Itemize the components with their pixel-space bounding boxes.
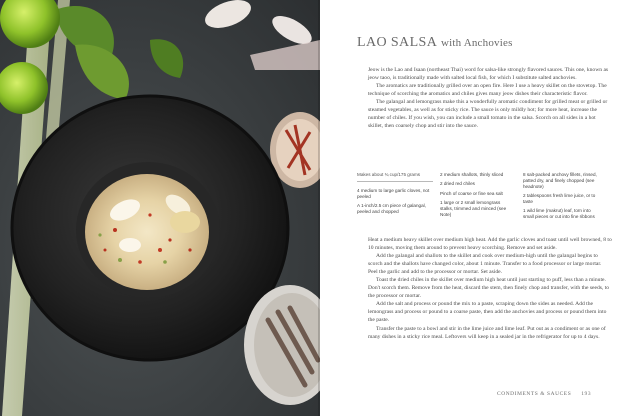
recipe-title-sub: with Anchovies <box>441 37 513 49</box>
page-footer <box>497 391 591 397</box>
ingredient-item: 1 wild lime (makrut) leaf, torn into small pieces or cut into fine ribbons <box>523 208 595 219</box>
method-step: Toast the dried chiles in the skillet over medium high heat until just starting to puff, less than a minute. Don't scorch them. Remove from the heat, discard the stem, then finely chop and transfer, with the seeds, to the processor or mortar. <box>368 277 610 300</box>
method-step: Transfer the paste to a bowl and stir in the lime juice and lime leaf. Put out as a condiment or as one of many dishes in a sticky rice meal. Leftovers will keep in a sealed jar in the refrigerator for up to 4 days. <box>368 325 606 340</box>
recipe-yield: Makes about ¾ cup/175 grams <box>357 172 433 182</box>
ingredients-column-1 <box>357 172 433 218</box>
recipe-method <box>368 236 612 341</box>
method-step: Add the salt and process or pound the mix to a paste, scraping down the sides as needed. Add the lemongrass and process or pound to a coarse paste, then add the anchovies and process or pound them into the paste. <box>368 301 607 324</box>
intro-paragraph: The galangal and lemongrass make this a wonderfully aromatic condiment for grilled meat or grilled or steamed vegetables, as well as for sticky rice. The sauce is only mildly hot; for more heat, increase the number of chiles. If you wish, you can include a small tomato in the salsa. Scorch on all sides in a hot skillet, then coarsely chop and stir into the sauce. <box>368 99 608 130</box>
ingredient-item: 2 medium shallots, thinly sliced <box>440 172 504 177</box>
page-number: 193 <box>581 391 592 397</box>
garlic-clove <box>201 0 254 33</box>
ingredient-item: 2 dried red chiles <box>440 181 475 187</box>
recipe-intro <box>368 66 612 130</box>
ingredient-item: 1 large or 2 small lemongrass stalks, trimmed and minced (see Note) <box>440 200 507 217</box>
method-step: Heat a medium heavy skillet over medium high heat. Add the garlic cloves and toast until well browned, 8 to 10 minutes, moving them around to prevent heavy scorching. Remove and set aside. <box>368 237 612 252</box>
section-name: CONDIMENTS & SAUCES <box>497 391 572 397</box>
lime-leaf <box>75 44 129 100</box>
intro-paragraph: The aromatics are traditionally grilled over an open fire. Here I use a heavy skillet on the stovetop. The technique of scorching the aromatics and chiles gives many jeow dishes their characteristic flavor. <box>368 83 607 98</box>
recipe-title-main: LAO SALSA <box>357 35 438 50</box>
ingredients-column-3 <box>523 172 599 223</box>
ingredient-item: 4 medium to large garlic cloves, not peeled <box>357 187 430 199</box>
ingredient-item: A 1-inch/2.5 cm piece of galangal, peeled and chopped <box>357 202 426 214</box>
lime <box>0 0 60 48</box>
recipe-title <box>357 34 513 51</box>
lime-leaf <box>150 39 183 78</box>
ingredient-item: 2 tablespoons fresh lime juice, or to taste <box>523 192 596 204</box>
ingredient-item: 8 salt-packed anchovy fillets, rinsed, patted dry, and finely chopped (see headnote) <box>523 172 597 189</box>
shallot-skin <box>250 40 320 70</box>
intro-paragraph: Jeow is the Lao and Isaan (northeast Thai) word for salsa-like strongly flavored sauces. This one, known as jeow taoo, is traditionally made with salted local fish, for which I substitute salted anchovies. <box>368 67 609 82</box>
ingredient-item: Pinch of coarse or fine sea salt <box>440 190 503 196</box>
ingredients-column-2 <box>440 172 512 221</box>
method-step: Add the galangal and shallots to the skillet and cook over medium-high until the galangal begins to scorch and the shallots have changed color, about 1 minute. Transfer to a food processor or large mortar. Peel the garlic and add to the processor or mortar. Set aside. <box>368 253 602 276</box>
